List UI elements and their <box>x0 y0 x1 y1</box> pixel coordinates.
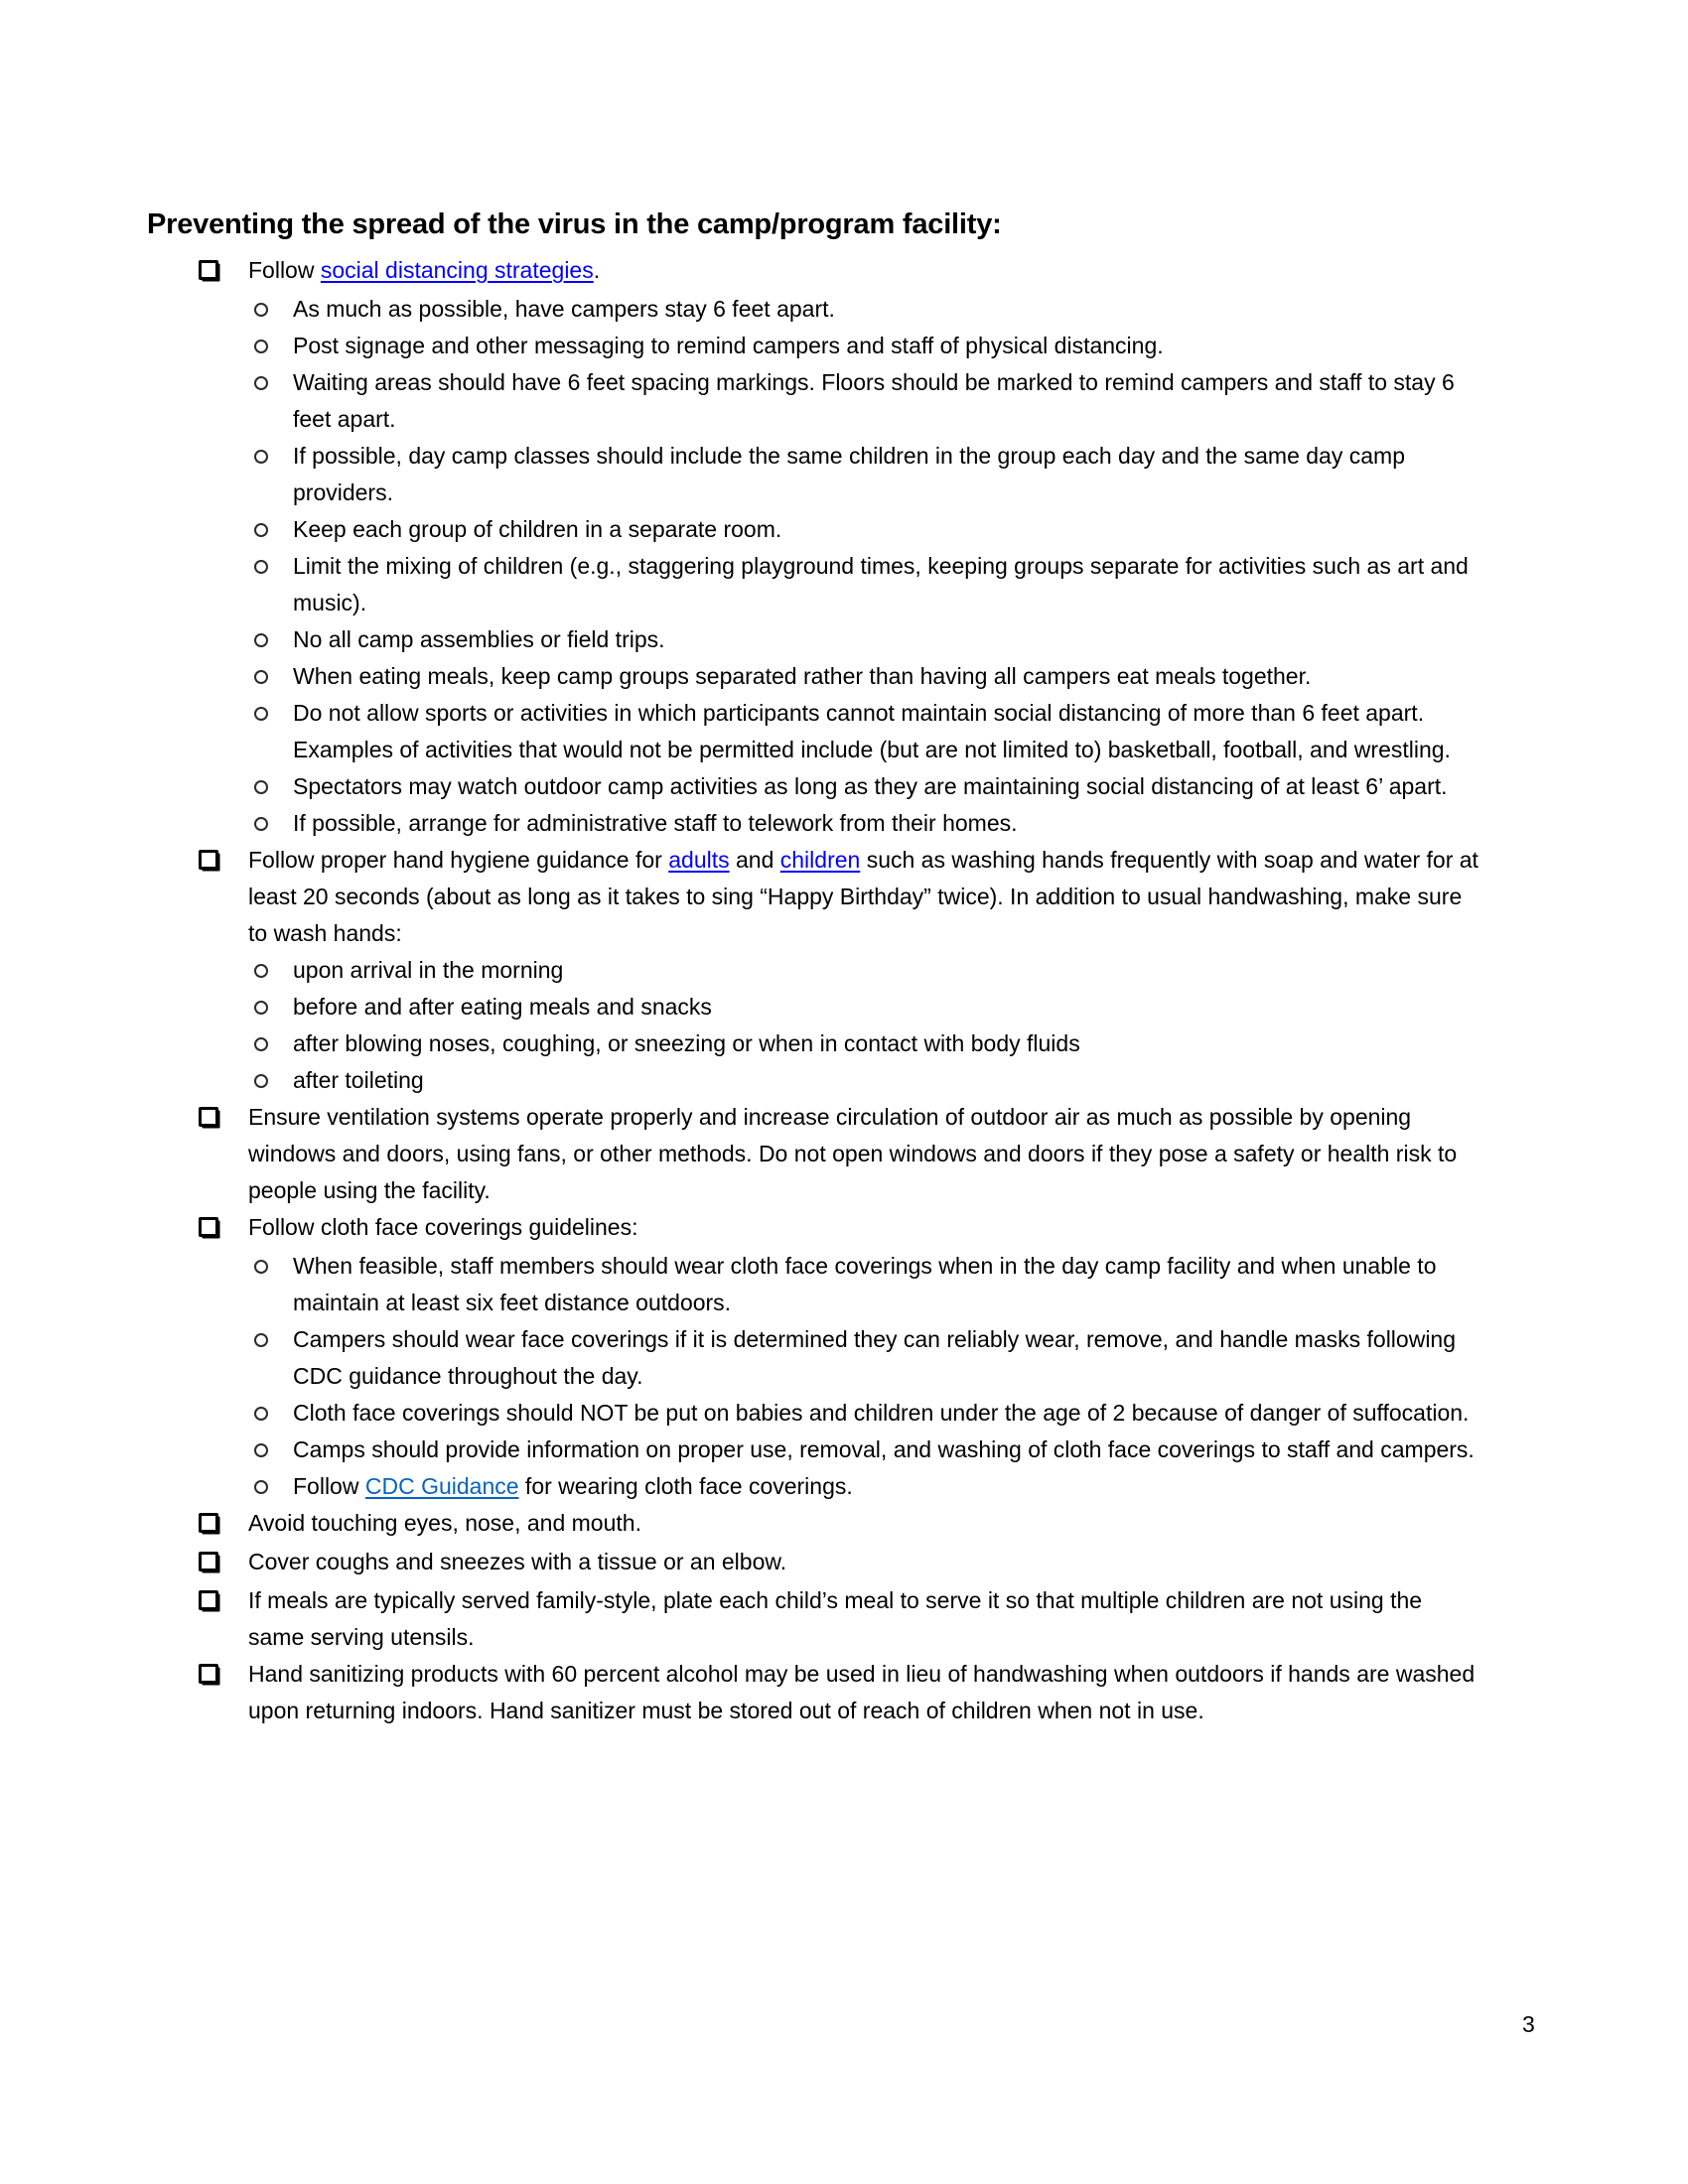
text-run: and <box>729 847 780 873</box>
checklist-item <box>199 1505 1489 1544</box>
item-text <box>293 658 1489 695</box>
bullet-column <box>254 1248 293 1285</box>
checkbox-bullet-icon <box>199 1217 218 1237</box>
item-text <box>248 252 1479 289</box>
circle-bullet-icon <box>254 817 268 831</box>
bullet-column <box>254 291 293 328</box>
sub-item <box>254 328 1489 364</box>
text-run: If possible, arrange for administrative staff to telework from their homes. <box>293 810 1018 836</box>
circle-bullet-icon <box>254 560 268 574</box>
sub-item <box>254 1395 1489 1432</box>
text-run: after blowing noses, coughing, or sneezing or when in contact with body fluids <box>293 1030 1080 1056</box>
bullet-column <box>254 805 293 842</box>
circle-bullet-icon <box>254 1407 268 1421</box>
item-text <box>293 1321 1489 1395</box>
bullet-column <box>254 621 293 658</box>
item-text <box>248 1505 1479 1542</box>
sub-item <box>254 1025 1489 1062</box>
sub-item <box>254 1468 1489 1505</box>
item-text <box>248 842 1485 952</box>
item-text <box>293 1432 1489 1468</box>
circle-bullet-icon <box>254 670 268 684</box>
bullet-column <box>254 1062 293 1099</box>
text-run: Ensure ventilation systems operate properly and increase circulation of outdoor air as much as possible by opening windows and doors, using fans, or other methods. Do not open windows and doors if they pose a safety or health risk to people using the facility. <box>248 1104 1464 1203</box>
text-run: Spectators may watch outdoor camp activities as long as they are maintaining social distancing of at least 6’ apart. <box>293 773 1448 799</box>
sub-item <box>254 548 1489 621</box>
sub-item <box>254 1432 1489 1468</box>
sub-item <box>254 805 1489 842</box>
checkbox-bullet-icon <box>199 260 218 280</box>
text-run: If meals are typically served family-style, plate each child’s meal to serve it so that multiple children are not using the same serving utensils. <box>248 1587 1429 1650</box>
circle-bullet-icon <box>254 1260 268 1274</box>
sub-item <box>254 1248 1489 1321</box>
item-text <box>248 1582 1479 1656</box>
hyperlink[interactable]: social distancing strategies <box>320 257 594 283</box>
item-text <box>293 291 1489 328</box>
checklist-item <box>199 1582 1489 1656</box>
item-text <box>293 1468 1489 1505</box>
checklist-item <box>199 1544 1489 1582</box>
circle-bullet-icon <box>254 707 268 721</box>
hyperlink[interactable]: adults <box>668 847 730 873</box>
circle-bullet-icon <box>254 964 268 978</box>
text-run: Follow cloth face coverings guidelines: <box>248 1214 638 1240</box>
text-run: Follow <box>293 1473 365 1499</box>
item-text <box>293 695 1489 768</box>
circle-bullet-icon <box>254 1480 268 1494</box>
sub-item <box>254 989 1489 1025</box>
item-text <box>293 952 1489 989</box>
item-text <box>293 1395 1489 1432</box>
checkbox-bullet-icon <box>199 1552 218 1571</box>
sub-item <box>254 768 1489 805</box>
item-text <box>293 364 1489 438</box>
text-run: Cloth face coverings should NOT be put on babies and children under the age of 2 because of danger of suffocation. <box>293 1400 1470 1426</box>
item-text <box>293 768 1489 805</box>
text-run: Do not allow sports or activities in which participants cannot maintain social distancing of more than 6 feet apart. Examples of activities that would not be permitted include (but are not limited to) basketball, football, and wrestling. <box>293 700 1451 762</box>
circle-bullet-icon <box>254 1001 268 1015</box>
checklist-item <box>199 1099 1489 1209</box>
sub-item <box>254 695 1489 768</box>
text-run: Follow <box>248 257 321 283</box>
bullet-column <box>199 1582 248 1621</box>
circle-bullet-icon <box>254 1074 268 1088</box>
checkbox-bullet-icon <box>199 1664 218 1684</box>
bullet-column <box>199 1209 248 1248</box>
text-run: Limit the mixing of children (e.g., staggering playground times, keeping groups separate for activities such as art and music). <box>293 553 1476 615</box>
sub-item <box>254 438 1489 511</box>
circle-bullet-icon <box>254 303 268 317</box>
bullet-column <box>254 511 293 548</box>
checklist <box>0 252 1489 1729</box>
item-text <box>293 1062 1489 1099</box>
circle-bullet-icon <box>254 523 268 537</box>
bullet-column <box>254 1025 293 1062</box>
item-text <box>293 1248 1489 1321</box>
text-run: before and after eating meals and snacks <box>293 994 712 1020</box>
item-text <box>293 328 1489 364</box>
checkbox-bullet-icon <box>199 1590 218 1610</box>
bullet-column <box>254 695 293 732</box>
bullet-column <box>254 1468 293 1505</box>
item-text <box>248 1656 1479 1729</box>
hyperlink[interactable]: children <box>779 847 861 873</box>
checkbox-bullet-icon <box>199 850 218 870</box>
checklist-item <box>199 1656 1489 1729</box>
bullet-column <box>199 842 248 881</box>
bullet-column <box>254 1321 293 1358</box>
text-run: If possible, day camp classes should include the same children in the group each day and the same day camp providers. <box>293 443 1412 505</box>
text-run: upon arrival in the morning <box>293 957 564 983</box>
bullet-column <box>254 438 293 475</box>
text-run: . <box>593 257 601 283</box>
bullet-column <box>199 1544 248 1582</box>
circle-bullet-icon <box>254 1443 268 1457</box>
text-run: after toileting <box>293 1067 424 1093</box>
checklist-item <box>199 252 1489 291</box>
bullet-column <box>254 548 293 585</box>
circle-bullet-icon <box>254 450 268 464</box>
circle-bullet-icon <box>254 780 268 794</box>
text-run: Post signage and other messaging to remind campers and staff of physical distancing. <box>293 333 1164 358</box>
sub-item <box>254 1062 1489 1099</box>
bullet-column <box>199 1099 248 1138</box>
item-text <box>293 511 1489 548</box>
item-text <box>248 1209 1479 1246</box>
item-text <box>293 989 1489 1025</box>
text-run: Cover coughs and sneezes with a tissue or an elbow. <box>248 1549 787 1574</box>
text-run: When feasible, staff members should wear cloth face coverings when in the day camp facility and when unable to maintain at least six feet distance outdoors. <box>293 1253 1443 1315</box>
bullet-column <box>254 952 293 989</box>
circle-bullet-icon <box>254 1037 268 1051</box>
item-text <box>293 621 1489 658</box>
bullet-column <box>254 364 293 401</box>
item-text <box>293 1025 1489 1062</box>
sub-item <box>254 291 1489 328</box>
text-run: Hand sanitizing products with 60 percent alcohol may be used in lieu of handwashing when outdoors if hands are washed upon returning indoors. Hand sanitizer must be stored out of reach of children when not in use. <box>248 1661 1481 1723</box>
text-run: Follow proper hand hygiene guidance for <box>248 847 669 873</box>
bullet-column <box>254 989 293 1025</box>
checkbox-bullet-icon <box>199 1107 218 1127</box>
sub-item <box>254 364 1489 438</box>
bullet-column <box>254 658 293 695</box>
item-text <box>293 548 1489 621</box>
item-text <box>293 438 1489 511</box>
text-run: No all camp assemblies or field trips. <box>293 626 665 652</box>
sub-item <box>254 1321 1489 1395</box>
circle-bullet-icon <box>254 376 268 390</box>
text-run: Campers should wear face coverings if it is determined they can reliably wear, remove, and handle masks following CDC guidance throughout the day. <box>293 1326 1463 1389</box>
bullet-column <box>254 1432 293 1468</box>
page-number: 3 <box>1522 2011 1535 2037</box>
text-run: for wearing cloth face coverings. <box>518 1473 853 1499</box>
checklist-item <box>199 842 1489 952</box>
sub-item <box>254 658 1489 695</box>
text-run: Avoid touching eyes, nose, and mouth. <box>248 1510 641 1536</box>
text-run: When eating meals, keep camp groups separated rather than having all campers eat meals together. <box>293 663 1312 689</box>
text-run: Camps should provide information on proper use, removal, and washing of cloth face coverings to staff and campers. <box>293 1436 1475 1462</box>
sub-item <box>254 511 1489 548</box>
checkbox-bullet-icon <box>199 1513 218 1533</box>
circle-bullet-icon <box>254 633 268 647</box>
sub-item <box>254 621 1489 658</box>
bullet-column <box>254 768 293 805</box>
bullet-column <box>254 1395 293 1432</box>
hyperlink[interactable]: CDC Guidance <box>364 1473 519 1499</box>
circle-bullet-icon <box>254 1333 268 1347</box>
text-run: Keep each group of children in a separate room. <box>293 516 782 542</box>
circle-bullet-icon <box>254 340 268 353</box>
checklist-item <box>199 1209 1489 1248</box>
item-text <box>293 805 1489 842</box>
page-title: Preventing the spread of the virus in the camp/program facility: <box>147 208 1002 240</box>
bullet-column <box>199 1656 248 1695</box>
bullet-column <box>199 252 248 291</box>
item-text <box>248 1544 1479 1580</box>
document-body <box>0 205 1489 1729</box>
text-run: such as washing hands frequently with soap and water for at least 20 seconds (about as long as it takes to sing “Happy Birthday” twice). In addition to usual handwashing, make sure to wash hands: <box>248 847 1485 946</box>
sub-item <box>254 952 1489 989</box>
bullet-column <box>254 328 293 364</box>
bullet-column <box>199 1505 248 1544</box>
item-text <box>248 1099 1479 1209</box>
text-run: Waiting areas should have 6 feet spacing markings. Floors should be marked to remind campers and staff to stay 6 feet apart. <box>293 369 1462 432</box>
text-run: As much as possible, have campers stay 6 feet apart. <box>293 296 835 322</box>
